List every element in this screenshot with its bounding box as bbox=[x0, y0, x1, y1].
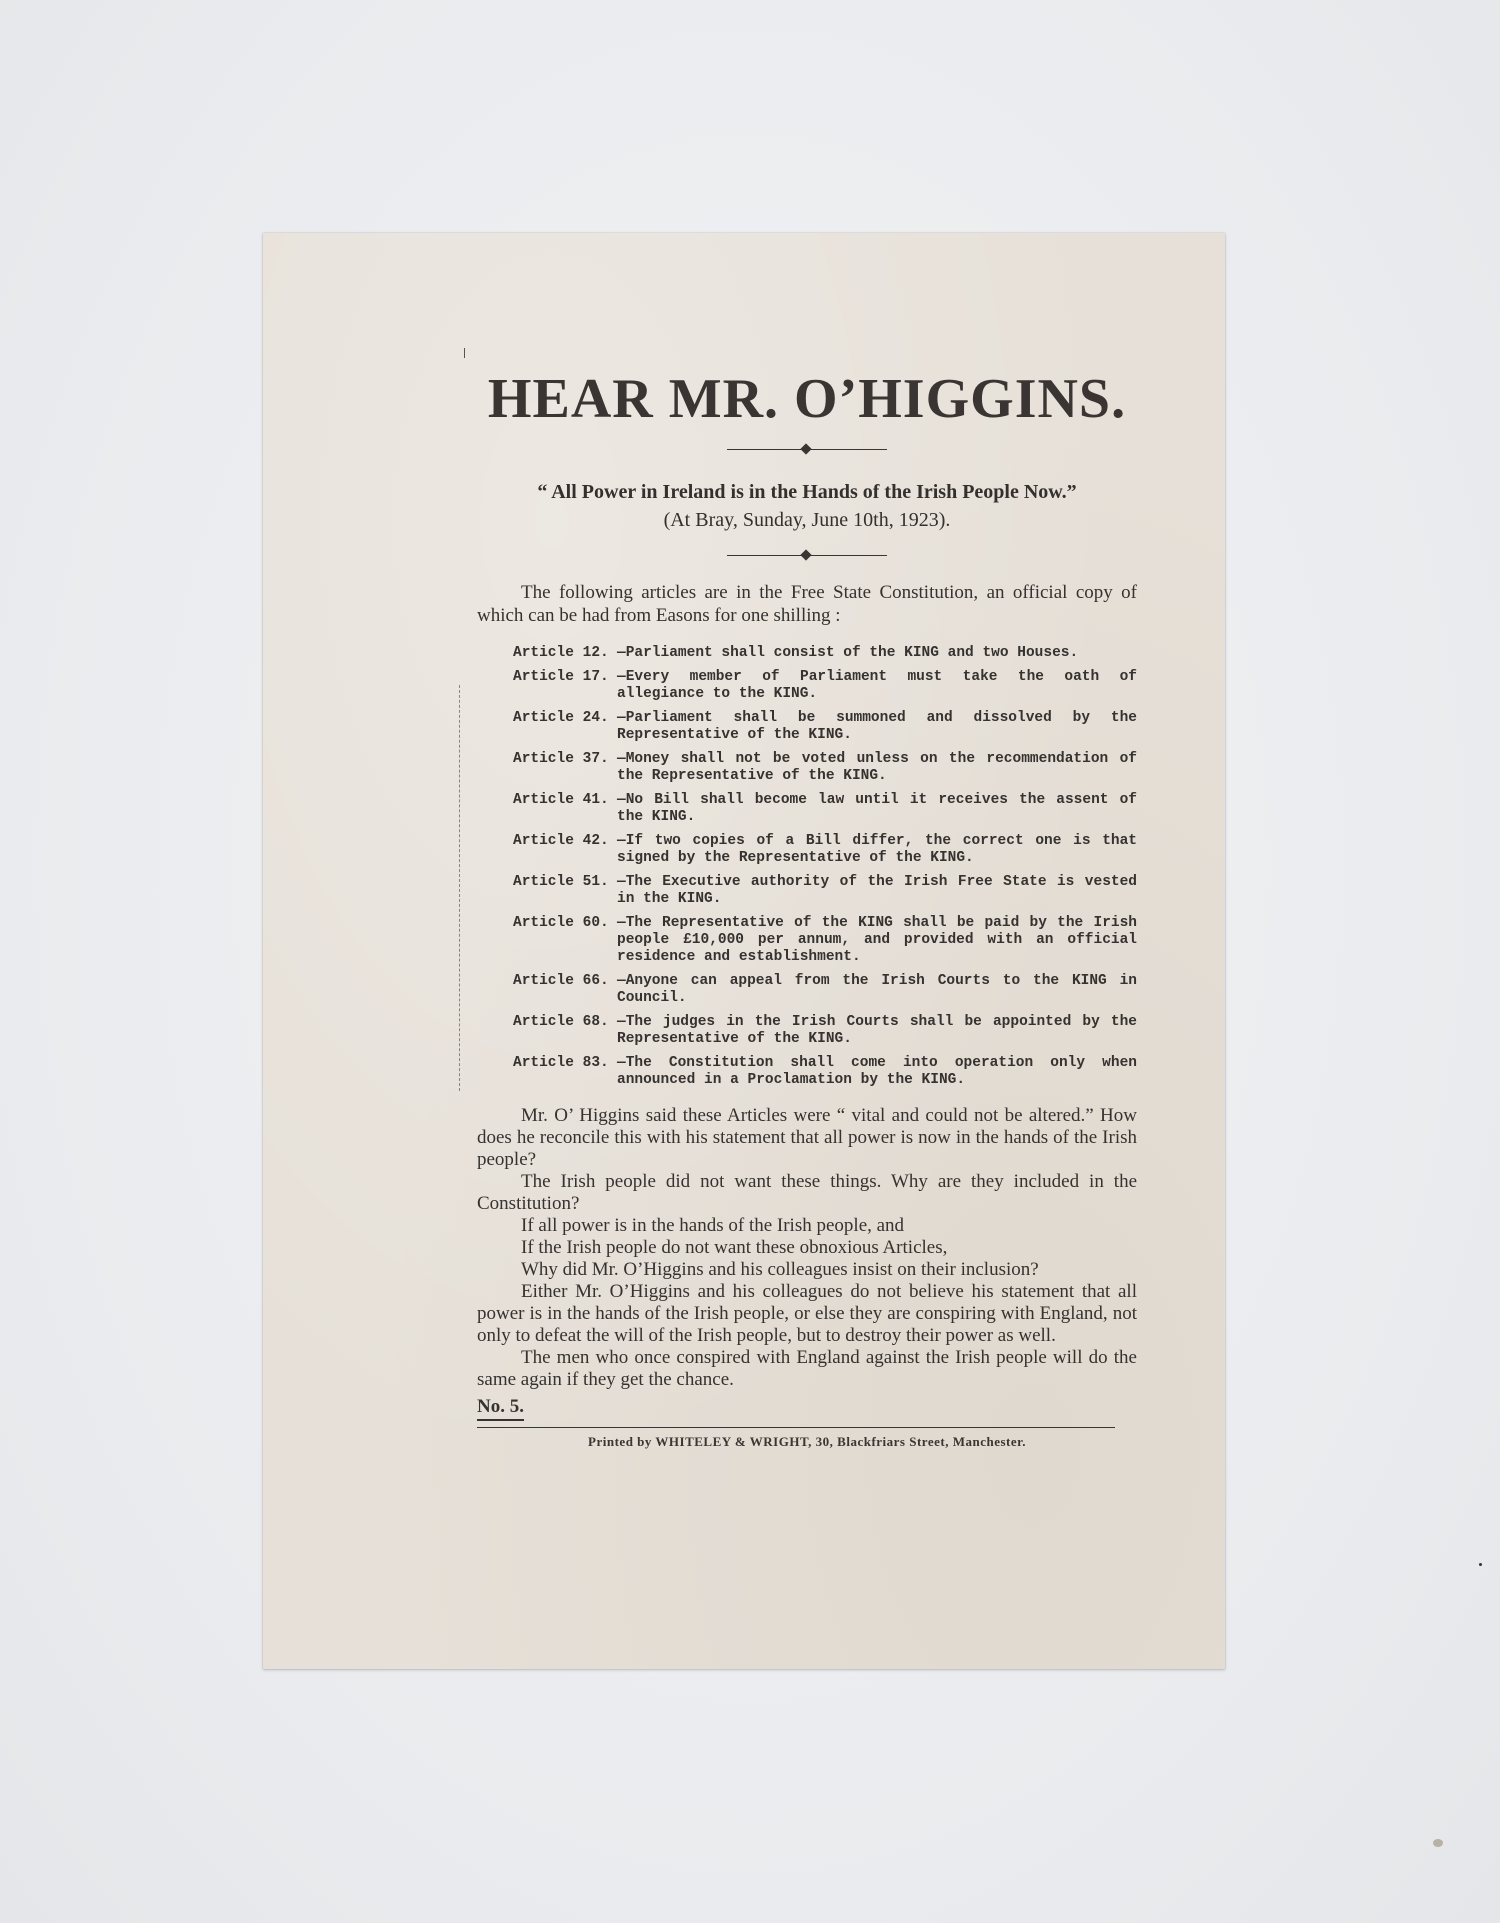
commentary-paragraph: The men who once conspired with England against the Irish people will do the same again if they get the chance. bbox=[477, 1347, 1137, 1390]
printer-imprint: Printed by WHITELEY & WRIGHT, 30, Blackfriars Street, Manchester. bbox=[588, 1434, 1026, 1449]
article-text: —Money shall not be voted unless on the recommendation of the Representative of the KING. bbox=[617, 751, 1137, 784]
articles-list bbox=[513, 645, 1137, 1089]
commentary-paragraph: Either Mr. O’Higgins and his colleagues do not believe his statement that all power is in the hands of the Irish people, or else they are conspiring with England, not only to defeat the will of the Irish people, but to destroy their power as well. bbox=[477, 1281, 1137, 1346]
article-item bbox=[513, 751, 1137, 785]
dateline: (At Bray, Sunday, June 10th, 1923). bbox=[663, 509, 951, 531]
quotation: “ All Power in Ireland is in the Hands of the Irish People Now.” bbox=[537, 481, 1077, 503]
leaflet-number: No. 5. bbox=[477, 1395, 524, 1421]
article-number: Article 42. bbox=[513, 833, 609, 849]
article-number: Article 60. bbox=[513, 915, 609, 931]
article-item bbox=[513, 915, 1137, 966]
article-item bbox=[513, 833, 1137, 867]
article-number: Article 17. bbox=[513, 669, 609, 685]
leaflet-content bbox=[477, 369, 1137, 1450]
article-text: —No Bill shall become law until it receives the assent of the KING. bbox=[617, 792, 1137, 825]
commentary-paragraph: If all power is in the hands of the Irish people, and bbox=[521, 1215, 905, 1236]
article-number: Article 37. bbox=[513, 751, 609, 767]
article-text: —If two copies of a Bill differ, the correct one is that signed by the Representative of the KING. bbox=[617, 833, 1137, 866]
article-item bbox=[513, 669, 1137, 703]
article-item bbox=[513, 710, 1137, 744]
diamond-ornament-icon bbox=[800, 443, 811, 454]
intro-paragraph: The following articles are in the Free State Constitution, an official copy of which can be had from Easons for one shilling : bbox=[477, 582, 1137, 626]
article-item bbox=[513, 1055, 1137, 1089]
article-item bbox=[513, 645, 1137, 662]
article-item bbox=[513, 973, 1137, 1007]
article-number: Article 41. bbox=[513, 792, 609, 808]
commentary-paragraph: Mr. O’ Higgins said these Articles were “ vital and could not be altered.” How does he reconcile this with his statement that all power is now in the hands of the Irish people? bbox=[477, 1105, 1137, 1170]
article-number: Article 12. bbox=[513, 645, 609, 661]
commentary bbox=[477, 1105, 1137, 1391]
diamond-ornament-icon bbox=[800, 549, 811, 560]
margin-pencil-mark bbox=[459, 685, 464, 1091]
article-text: —The Executive authority of the Irish Free State is vested in the KING. bbox=[617, 874, 1137, 907]
article-text: —The Constitution shall come into operation only when announced in a Proclamation by the KING. bbox=[617, 1055, 1137, 1088]
commentary-paragraph: Why did Mr. O’Higgins and his colleagues insist on their inclusion? bbox=[521, 1259, 1039, 1280]
leaflet bbox=[263, 233, 1225, 1669]
article-number: Article 24. bbox=[513, 710, 609, 726]
ink-tick bbox=[464, 348, 465, 358]
dust-speck bbox=[1479, 1563, 1482, 1566]
article-text: —The Representative of the KING shall be paid by the Irish people £10,000 per annum, and provided with an official residence and establishment. bbox=[617, 915, 1137, 965]
article-text: —Parliament shall consist of the KING and two Houses. bbox=[617, 645, 1079, 661]
article-item bbox=[513, 792, 1137, 826]
article-item bbox=[513, 874, 1137, 908]
commentary-paragraph: If the Irish people do not want these obnoxious Articles, bbox=[521, 1237, 948, 1258]
ornamental-rule bbox=[727, 549, 887, 563]
headline: HEAR MR. O’HIGGINS. bbox=[487, 368, 1127, 430]
paper-blemish bbox=[1433, 1839, 1443, 1847]
ornamental-rule bbox=[727, 443, 887, 457]
commentary-paragraph: The Irish people did not want these things. Why are they included in the Constitution? bbox=[477, 1171, 1137, 1214]
footer-rule bbox=[477, 1427, 1115, 1428]
article-number: Article 83. bbox=[513, 1055, 609, 1071]
article-text: —Every member of Parliament must take the oath of allegiance to the KING. bbox=[617, 669, 1137, 702]
article-text: —Anyone can appeal from the Irish Courts to the KING in Council. bbox=[617, 973, 1137, 1006]
article-number: Article 68. bbox=[513, 1014, 609, 1030]
article-number: Article 51. bbox=[513, 874, 609, 890]
article-text: —Parliament shall be summoned and dissolved by the Representative of the KING. bbox=[617, 710, 1137, 743]
article-item bbox=[513, 1014, 1137, 1048]
article-text: —The judges in the Irish Courts shall be appointed by the Representative of the KING. bbox=[617, 1014, 1137, 1047]
article-number: Article 66. bbox=[513, 973, 609, 989]
